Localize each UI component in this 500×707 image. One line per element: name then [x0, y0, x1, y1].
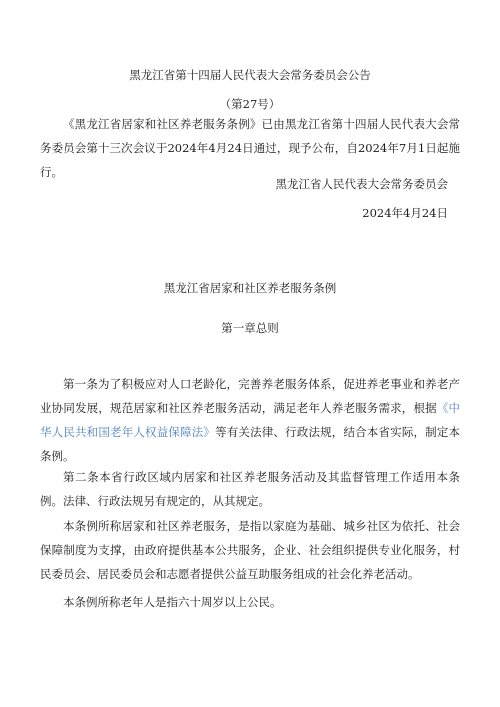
- regulation-title: 黑龙江省居家和社区养老服务条例: [163, 281, 337, 295]
- announcement-date: 2024年4月24日: [362, 206, 448, 220]
- article-2-paragraph-3: 本条例所称老年人是指六十周岁以上公民。: [63, 595, 282, 609]
- announcement-issuer: 黑龙江省人民代表大会常务委员会: [275, 177, 448, 191]
- article-1-text: 第一条为了积极应对人口老龄化，完善养老服务体系，促进养老事业和养老产业协同发展，规范居家和社区养老服务活动，满足老年人养老服务需求，根据: [40, 377, 460, 415]
- chapter-title: 第一章总则: [221, 321, 279, 335]
- article-2-paragraph-1: 第二条本省行政区域内居家和社区养老服务活动及其监督管理工作适用本条例。法律、行政法规另有规定的，从其规定。: [40, 470, 460, 508]
- article-1-text-end: 等有关法律、行政法规，结合本省实际，制定本条例。: [40, 425, 461, 463]
- article-1: [40, 372, 460, 468]
- article-2-paragraph-2: 本条例所称居家和社区养老服务，是指以家庭为基础、城乡社区为依托、社会保障制度为支撑，由政府提供基本公共服务，企业、社会组织提供专业化服务，村民委员会、居民委员会和志愿者提供公益互助服务组成的社会化养老活动。: [40, 519, 460, 581]
- announcement-body: 《黑龙江省居家和社区养老服务条例》已由黑龙江省第十四届人民代表大会常务委员会第十三次会议于2024年4月24日通过，现予公布，自2024年7月1日起施行。: [40, 117, 460, 179]
- law-link[interactable]: 《中华人民共和国老年人权益保障法》: [40, 401, 460, 439]
- announcement-number: （第27号）: [219, 97, 281, 111]
- announcement-title: 黑龙江省第十四届人民代表大会常务委员会公告: [129, 68, 371, 82]
